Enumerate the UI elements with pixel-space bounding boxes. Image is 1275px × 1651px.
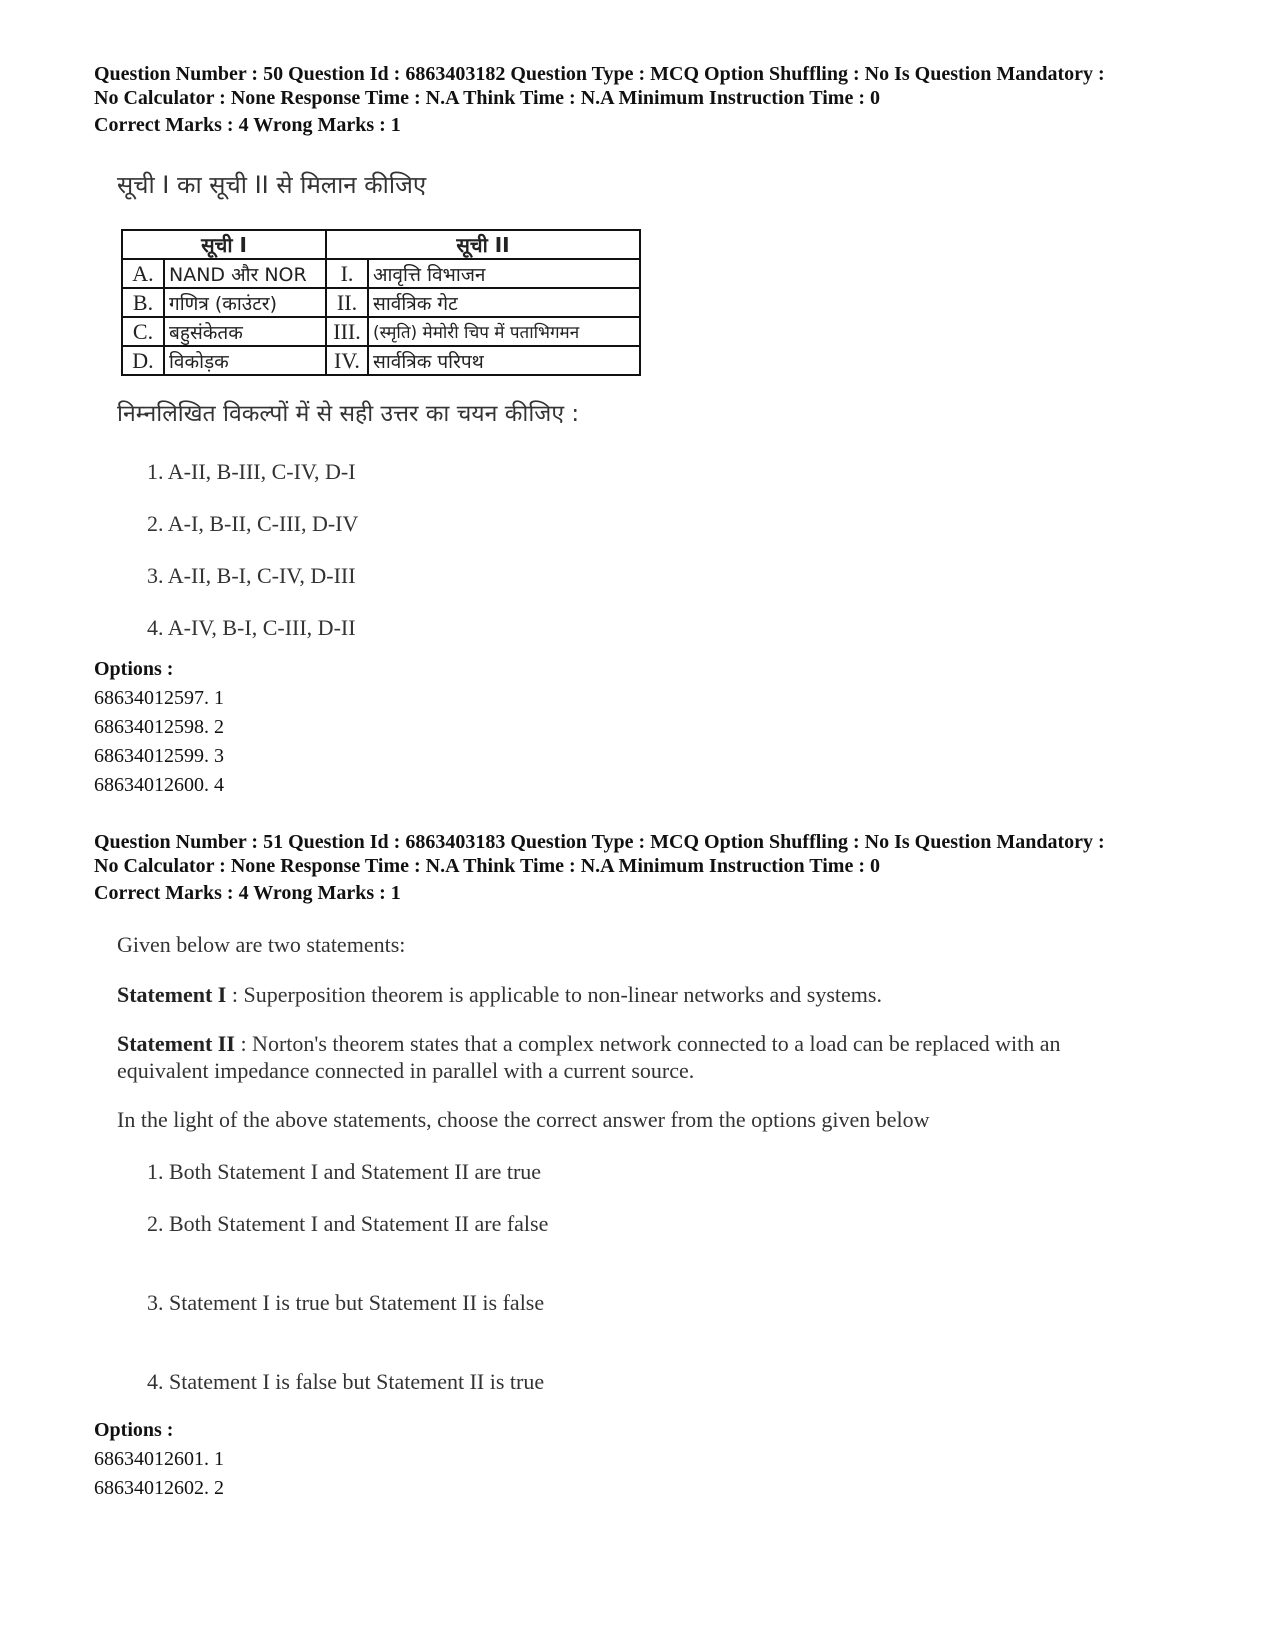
q51-options-label: Options : [94,1419,174,1441]
row-label-d: D. [122,346,164,375]
row-label-c: C. [122,317,164,346]
q50-meta [94,62,1194,137]
q50-choice-4: 4. A-IV, B-I, C-III, D-II [147,615,356,640]
row-value-iii: (स्मृति) मेमोरी चिप में पताभिगमन [368,317,640,346]
row-value-d: विकोड़क [164,346,326,375]
table-header-list2: सूची II [326,230,640,259]
statement-2-label: Statement II [117,1031,235,1056]
q50-option-4: 68634012600. 4 [94,774,224,796]
statement-1-label: Statement I [117,982,227,1007]
row-value-iv: सार्वत्रिक परिपथ [368,346,640,375]
q50-option-3: 68634012599. 3 [94,745,224,767]
q51-meta-line1: Question Number : 51 Question Id : 6863403183 Question Type : MCQ Option Shuffling : No Is Question Mandatory : [94,831,1105,853]
row-label-iii: III. [326,317,368,346]
q50-meta-line2: No Calculator : None Response Time : N.A Think Time : N.A Minimum Instruction Time : 0 [94,87,880,109]
row-value-b: गणित्र (काउंटर) [164,288,326,317]
q50-marks: Correct Marks : 4 Wrong Marks : 1 [94,114,401,136]
q51-instruction: In the light of the above statements, choose the correct answer from the options given below [117,1107,930,1132]
q50-choice-1: 1. A-II, B-III, C-IV, D-I [147,459,356,484]
table-header-list1: सूची I [122,230,326,259]
q50-prompt: सूची I का सूची II से मिलान कीजिए [117,171,427,199]
row-label-a: A. [122,259,164,288]
row-value-a: NAND और NOR [164,259,326,288]
q51-marks: Correct Marks : 4 Wrong Marks : 1 [94,882,401,904]
q51-intro: Given below are two statements: [117,932,406,957]
q50-meta-line1: Question Number : 50 Question Id : 6863403182 Question Type : MCQ Option Shuffling : No Is Question Mandatory : [94,63,1105,85]
q50-option-2: 68634012598. 2 [94,716,224,738]
statement-1-text: : Superposition theorem is applicable to non-linear networks and systems. [226,982,882,1007]
q50-option-1: 68634012597. 1 [94,687,224,709]
row-value-c: बहुसंकेतक [164,317,326,346]
q50-options-label: Options : [94,658,174,680]
q51-meta-line2: No Calculator : None Response Time : N.A Think Time : N.A Minimum Instruction Time : 0 [94,855,880,877]
q51-option-1: 68634012601. 1 [94,1448,224,1470]
row-label-iv: IV. [326,346,368,375]
q50-instruction: निम्नलिखित विकल्पों में से सही उत्तर का चयन कीजिए : [117,401,580,427]
statement-2-text: : Norton's theorem states that a complex network connected to a load can be replaced with an [234,1031,1061,1056]
row-value-i: आवृत्ति विभाजन [368,259,640,288]
row-label-b: B. [122,288,164,317]
q51-choice-1: 1. Both Statement I and Statement II are true [147,1159,542,1184]
table-row [122,317,640,346]
row-label-i: I. [326,259,368,288]
q51-option-2: 68634012602. 2 [94,1477,224,1499]
table-row [122,259,640,288]
q51-choice-4: 4. Statement I is false but Statement II is true [147,1369,545,1394]
q51-statement-2 [117,1031,1061,1057]
q50-choice-3: 3. A-II, B-I, C-IV, D-III [147,563,356,588]
q51-meta [94,830,1194,905]
q51-options [94,1416,224,1503]
table-row [122,288,640,317]
table-header-row [122,230,640,259]
row-value-ii: सार्वत्रिक गेट [368,288,640,317]
q51-statement-1 [117,982,882,1008]
q51-choice-2: 2. Both Statement I and Statement II are false [147,1211,549,1236]
q50-options [94,655,224,800]
q51-statement-2-cont: equivalent impedance connected in parallel with a current source. [117,1058,695,1083]
row-label-ii: II. [326,288,368,317]
q50-match-table [121,229,641,376]
q50-choice-2: 2. A-I, B-II, C-III, D-IV [147,511,359,536]
table-row [122,346,640,375]
q51-choice-3: 3. Statement I is true but Statement II is false [147,1290,545,1315]
